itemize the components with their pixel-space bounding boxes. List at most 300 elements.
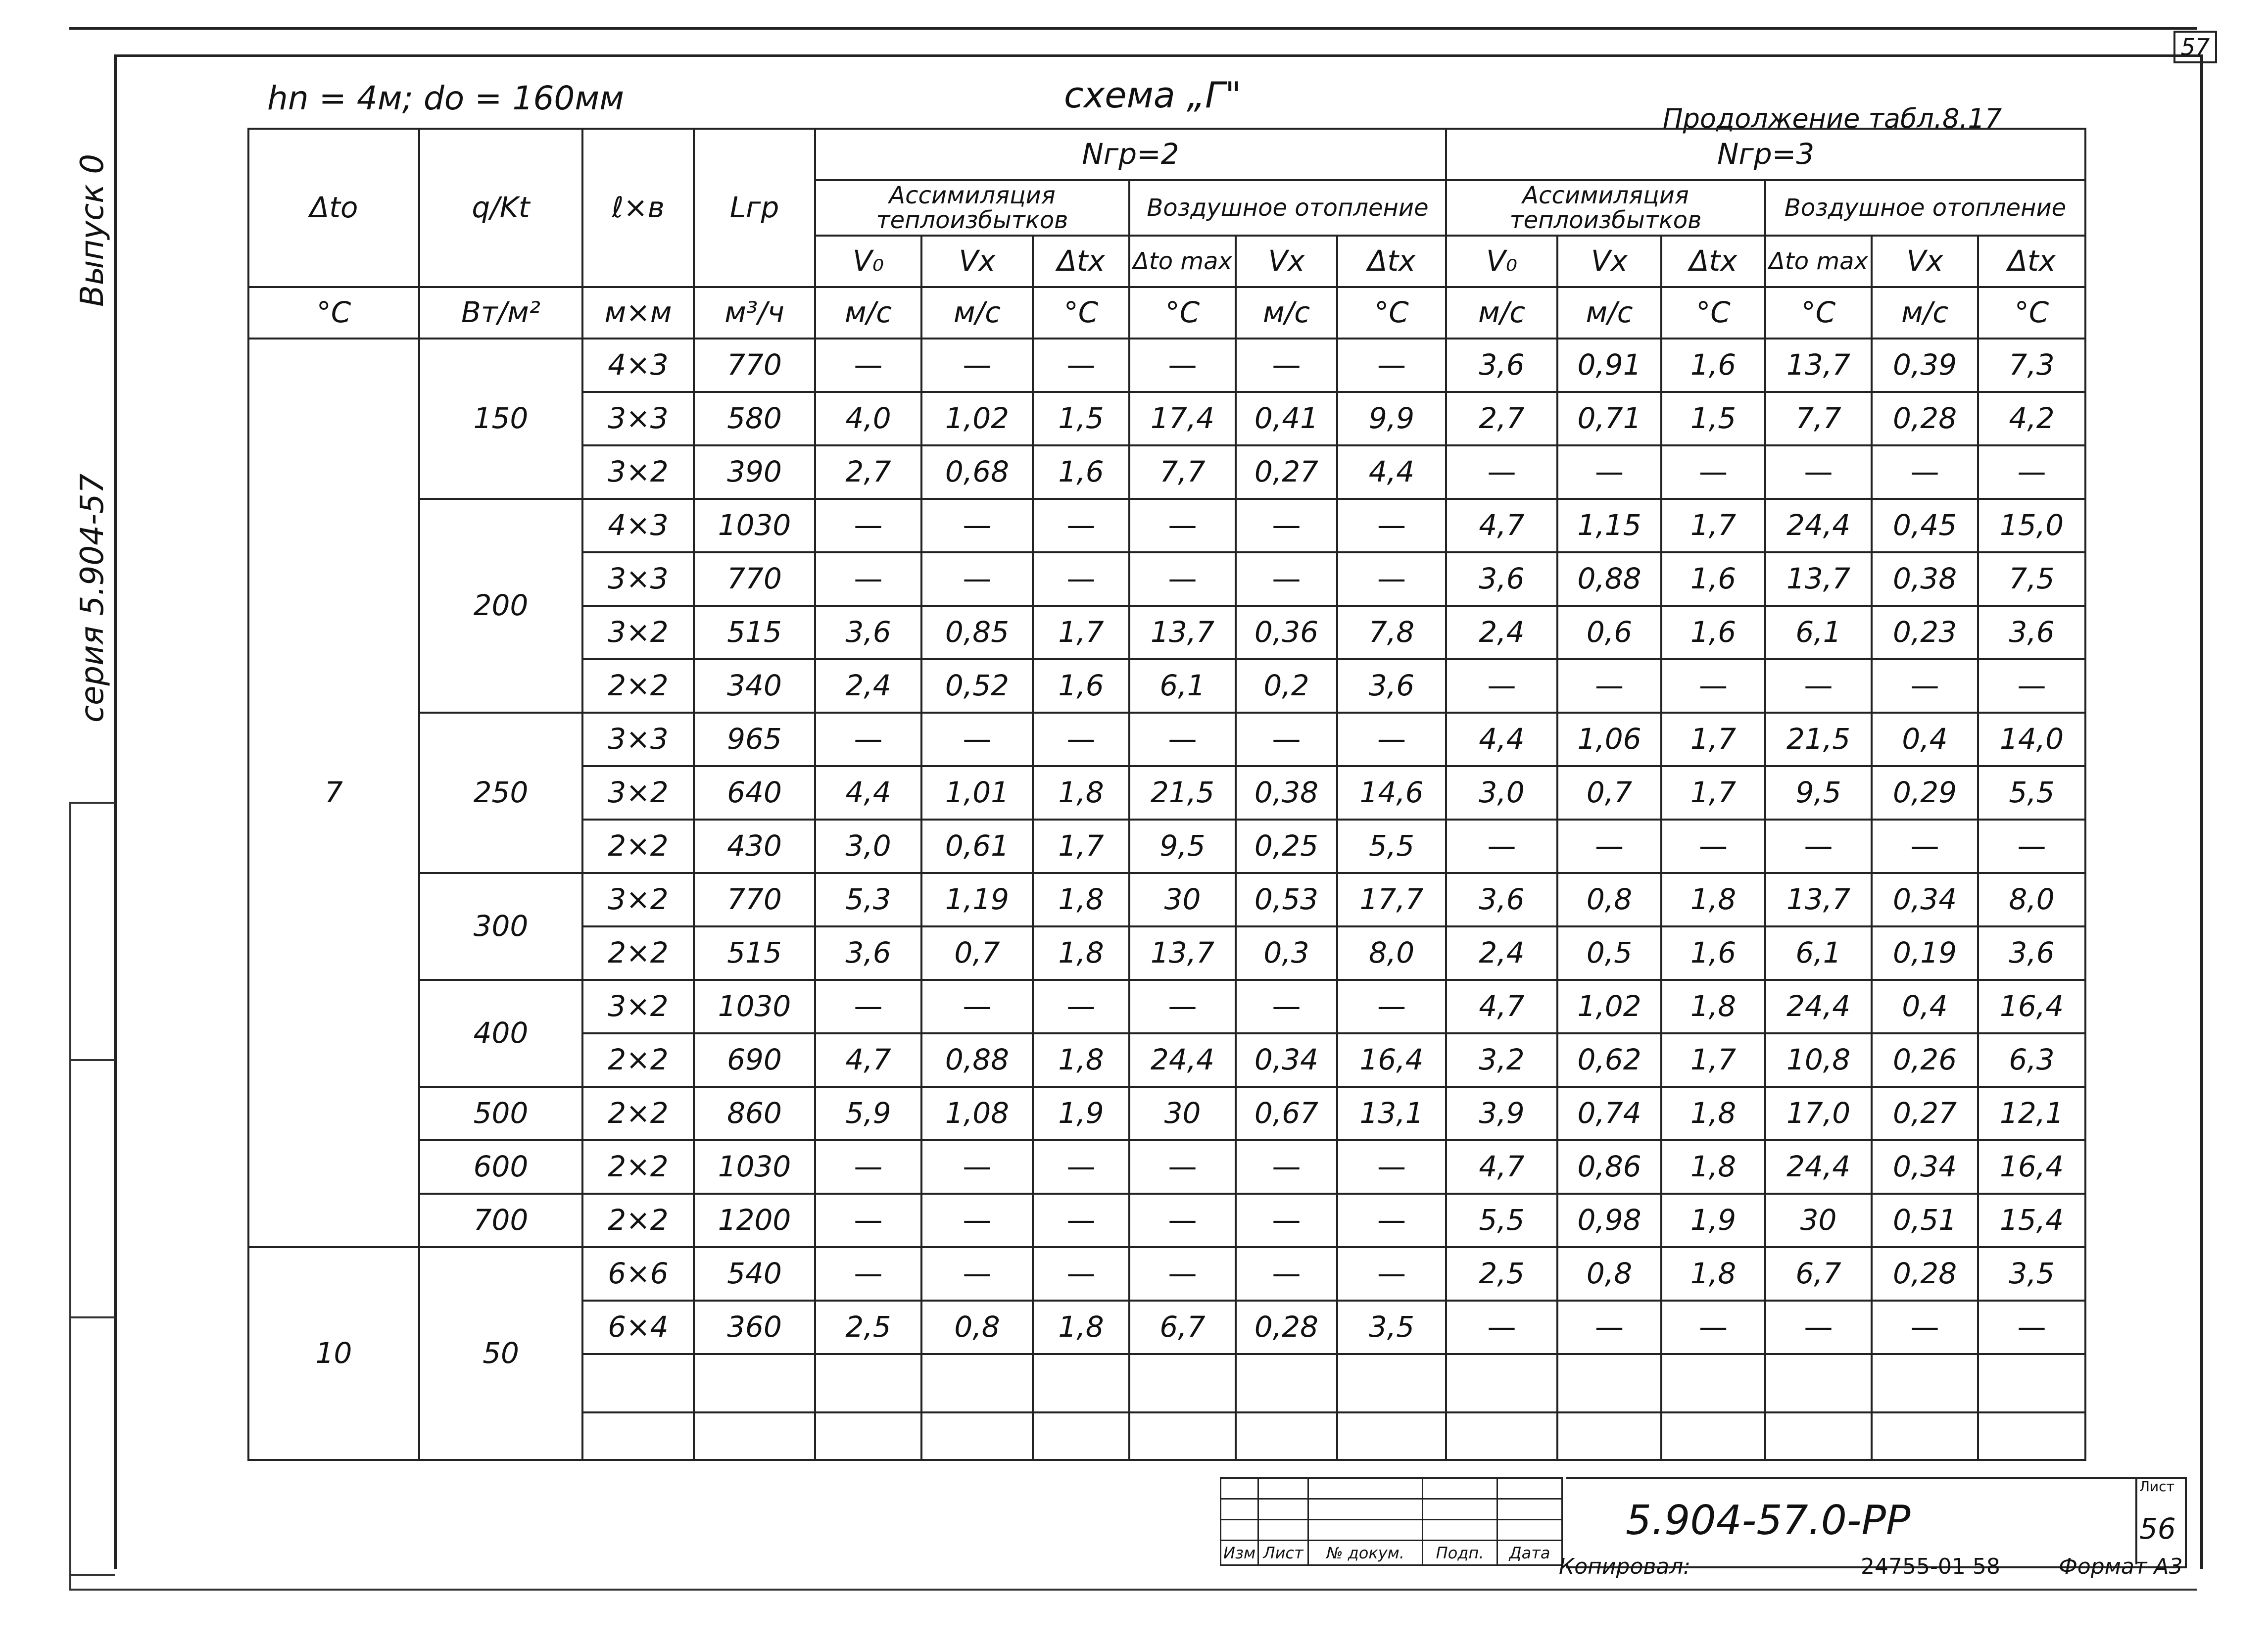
table-cell: 4,2 (1978, 392, 2085, 445)
unit-v: м/с (1872, 287, 1978, 339)
table-cell: — (1129, 713, 1236, 766)
empty-cell (1236, 1412, 1337, 1460)
col-q: q/Kt (419, 129, 582, 287)
table-cell: 0,19 (1872, 926, 1978, 980)
table-cell: 1,8 (1033, 1301, 1129, 1354)
unit-lgr: м³/ч (694, 287, 815, 339)
empty-cell (1978, 1412, 2085, 1460)
table-cell: — (1236, 499, 1337, 552)
table-cell: 0,8 (1557, 873, 1661, 926)
empty-cell (1872, 1412, 1978, 1460)
table-cell: 1,8 (1033, 1033, 1129, 1087)
table-cell: 3,5 (1337, 1301, 1446, 1354)
table-cell: — (1661, 659, 1765, 713)
table-cell: 3×2 (582, 606, 694, 659)
table-cell: — (1978, 1301, 2085, 1354)
table-cell: 0,88 (921, 1033, 1033, 1087)
table-cell: 0,4 (1872, 713, 1978, 766)
table-cell: 2,5 (815, 1301, 921, 1354)
col-ngr2: Nгр=2 (815, 129, 1446, 180)
table-cell: — (1557, 445, 1661, 499)
table-cell: — (1557, 820, 1661, 873)
table-cell: 3,0 (1446, 766, 1557, 820)
table-cell: 0,28 (1236, 1301, 1337, 1354)
table-cell: 24,4 (1765, 980, 1872, 1033)
table-cell: 1,6 (1661, 926, 1765, 980)
table-cell: 0,52 (921, 659, 1033, 713)
table-cell: — (921, 980, 1033, 1033)
table-cell: 24,4 (1129, 1033, 1236, 1087)
table-cell: 770 (694, 552, 815, 606)
table-cell: 4,4 (815, 766, 921, 820)
table-cell: — (1765, 820, 1872, 873)
table-cell: 2,7 (1446, 392, 1557, 445)
table-cell: — (1129, 1140, 1236, 1194)
table-cell: 1,6 (1033, 445, 1129, 499)
col-dtx: Δtх (1978, 236, 2085, 287)
table-cell: 13,7 (1765, 552, 1872, 606)
table-cell: 1,8 (1661, 1140, 1765, 1194)
table-cell: 7,8 (1337, 606, 1446, 659)
table-cell: 640 (694, 766, 815, 820)
table-row (248, 1247, 2085, 1301)
col-ngr2-heating: Воздушное отопление (1129, 180, 1446, 236)
table-cell: 1,7 (1033, 820, 1129, 873)
table-cell: — (1557, 659, 1661, 713)
table-cell: — (815, 499, 921, 552)
table-cell: — (921, 1247, 1033, 1301)
table-cell: 580 (694, 392, 815, 445)
table-cell: 0,68 (921, 445, 1033, 499)
table-cell: 2×2 (582, 1140, 694, 1194)
cell-q: 600 (419, 1140, 582, 1194)
table-cell: 0,38 (1236, 766, 1337, 820)
table-cell: 2,7 (815, 445, 921, 499)
cell-dt0: 10 (248, 1247, 419, 1460)
table-cell: 21,5 (1765, 713, 1872, 766)
table-cell: 1,06 (1557, 713, 1661, 766)
col-dtx: Δtх (1033, 236, 1129, 287)
table-cell: — (1765, 1301, 1872, 1354)
table-row (248, 1194, 2085, 1247)
table-cell: 3×3 (582, 713, 694, 766)
table-cell: — (1765, 659, 1872, 713)
stamp-label-sheet: Лист (1258, 1541, 1308, 1565)
unit-dt0: °C (248, 287, 419, 339)
col-vx: Vх (1236, 236, 1337, 287)
table-cell: 1030 (694, 1140, 815, 1194)
table-cell: 0,51 (1872, 1194, 1978, 1247)
table-cell: 4,0 (815, 392, 921, 445)
table-cell: 0,71 (1557, 392, 1661, 445)
table-cell: — (1978, 820, 2085, 873)
stamp-label-change: Изм (1221, 1541, 1258, 1565)
unit-t: °C (1661, 287, 1765, 339)
empty-cell (582, 1412, 694, 1460)
table-cell: — (1129, 1247, 1236, 1301)
table-cell: 0,3 (1236, 926, 1337, 980)
table-cell: — (1033, 1194, 1129, 1247)
unit-v: м/с (921, 287, 1033, 339)
sheet-label: Лист (2139, 1478, 2174, 1495)
empty-cell (921, 1354, 1033, 1412)
table-cell: 0,86 (1557, 1140, 1661, 1194)
table-cell: — (1129, 552, 1236, 606)
table-cell: 12,1 (1978, 1087, 2085, 1140)
table-cell: 3×3 (582, 552, 694, 606)
table-cell: 3,5 (1978, 1247, 2085, 1301)
table-cell: 390 (694, 445, 815, 499)
unit-t: °C (1033, 287, 1129, 339)
table-cell: 540 (694, 1247, 815, 1301)
table-cell: — (815, 1194, 921, 1247)
table-cell: 1,8 (1661, 980, 1765, 1033)
table-cell: 860 (694, 1087, 815, 1140)
table-cell: 1,7 (1661, 766, 1765, 820)
table-cell: 0,7 (1557, 766, 1661, 820)
table-cell: — (1236, 339, 1337, 392)
unit-t: °C (1765, 287, 1872, 339)
table-cell: 2,4 (1446, 926, 1557, 980)
table-cell: 2×2 (582, 820, 694, 873)
table-cell: — (1129, 1194, 1236, 1247)
table-cell: 1,7 (1033, 606, 1129, 659)
table-cell: 340 (694, 659, 815, 713)
table-cell: — (1033, 499, 1129, 552)
table-cell: 6×4 (582, 1301, 694, 1354)
table-cell: 3,6 (1446, 339, 1557, 392)
table-cell: 2,5 (1446, 1247, 1557, 1301)
table-cell: 4,7 (1446, 499, 1557, 552)
cell-q: 700 (419, 1194, 582, 1247)
table-cell: — (1765, 445, 1872, 499)
unit-v: м/с (815, 287, 921, 339)
table-cell: 0,34 (1872, 873, 1978, 926)
table-cell: — (1978, 445, 2085, 499)
sheet-number: 56 (2139, 1512, 2176, 1546)
header-params: hn = 4м; do = 160мм (267, 79, 625, 117)
table-cell: 5,5 (1337, 820, 1446, 873)
col-vx: Vх (921, 236, 1033, 287)
table-cell: — (1337, 1140, 1446, 1194)
empty-cell (1661, 1354, 1765, 1412)
side-label-series: серия 5.904-57 (74, 473, 111, 723)
table-cell: — (1661, 445, 1765, 499)
stamp-label-date: Дата (1497, 1541, 1562, 1565)
table-cell: 4,7 (1446, 1140, 1557, 1194)
table-cell: 0,45 (1872, 499, 1978, 552)
empty-cell (694, 1354, 815, 1412)
table-cell: — (1337, 552, 1446, 606)
stamp-label-doc: № докум. (1308, 1541, 1423, 1565)
table-cell: 0,8 (921, 1301, 1033, 1354)
page-number: 57 (2173, 31, 2217, 63)
cell-q: 500 (419, 1087, 582, 1140)
empty-cell (1033, 1412, 1129, 1460)
table-cell: 0,34 (1872, 1140, 1978, 1194)
table-cell: 0,4 (1872, 980, 1978, 1033)
data-table (247, 128, 2086, 1461)
table-cell: 0,62 (1557, 1033, 1661, 1087)
table-cell: 7,7 (1765, 392, 1872, 445)
table-row (248, 339, 2085, 392)
table-cell: 0,27 (1236, 445, 1337, 499)
bottom-rule (69, 1589, 2197, 1591)
table-cell: 1,15 (1557, 499, 1661, 552)
table-cell: 2×2 (582, 1087, 694, 1140)
table-cell: 0,28 (1872, 1247, 1978, 1301)
table-cell: — (1337, 1247, 1446, 1301)
table-cell: 13,7 (1129, 606, 1236, 659)
table-cell: 5,5 (1446, 1194, 1557, 1247)
table-cell: 6,1 (1129, 659, 1236, 713)
table-cell: 1,8 (1661, 1247, 1765, 1301)
table-cell: — (921, 1194, 1033, 1247)
table-cell: 0,41 (1236, 392, 1337, 445)
table-cell: — (1872, 659, 1978, 713)
table-body (248, 339, 2085, 1460)
col-dt0max: Δto max (1129, 236, 1236, 287)
table-cell: 0,25 (1236, 820, 1337, 873)
table-cell: 13,1 (1337, 1087, 1446, 1140)
table-cell: 5,3 (815, 873, 921, 926)
table-cell: 2×2 (582, 1194, 694, 1247)
table-cell: 0,6 (1557, 606, 1661, 659)
empty-cell (1557, 1354, 1661, 1412)
table-cell: 3,0 (815, 820, 921, 873)
table-cell: — (1661, 820, 1765, 873)
table-cell: — (1337, 713, 1446, 766)
top-rule (69, 27, 2197, 30)
empty-cell (815, 1412, 921, 1460)
table-cell: 9,5 (1129, 820, 1236, 873)
table-cell: 3×2 (582, 873, 694, 926)
left-binding-strip (69, 802, 115, 1591)
cell-q: 150 (419, 339, 582, 499)
table-cell: 965 (694, 713, 815, 766)
col-ngr3: Nгр=3 (1446, 129, 2085, 180)
inventory-number: 24755-01 58 (1861, 1554, 2000, 1579)
table-cell: 0,39 (1872, 339, 1978, 392)
table-cell: 8,0 (1337, 926, 1446, 980)
table-cell: 30 (1129, 1087, 1236, 1140)
table-cell: — (1337, 339, 1446, 392)
table-cell: 6,7 (1129, 1301, 1236, 1354)
unit-v: м/с (1236, 287, 1337, 339)
table-cell: 4,4 (1446, 713, 1557, 766)
table-cell: 9,9 (1337, 392, 1446, 445)
table-cell: 1,08 (921, 1087, 1033, 1140)
table-cell: 0,26 (1872, 1033, 1978, 1087)
cell-dt0: 7 (248, 339, 419, 1247)
table-cell: 1,9 (1661, 1194, 1765, 1247)
table-cell: 1,8 (1033, 873, 1129, 926)
scheme-title: схема „Г" (1064, 74, 1242, 116)
table-cell: 360 (694, 1301, 815, 1354)
table-cell: — (1446, 445, 1557, 499)
table-cell: — (1337, 980, 1446, 1033)
table-cell: 1,7 (1661, 499, 1765, 552)
table-cell: 0,38 (1872, 552, 1978, 606)
table-cell: 2×2 (582, 1033, 694, 1087)
col-lxb: ℓ×в (582, 129, 694, 287)
cell-q: 200 (419, 499, 582, 713)
col-ngr2-assimilation: Ассимиляция теплоизбытков (815, 180, 1129, 236)
table-cell: — (1236, 980, 1337, 1033)
table-cell: 0,85 (921, 606, 1033, 659)
paper-format: Формат А3 (2059, 1554, 2183, 1579)
table-cell: 5,5 (1978, 766, 2085, 820)
col-lgr: Lгр (694, 129, 815, 287)
table-cell: — (1978, 659, 2085, 713)
cell-q: 400 (419, 980, 582, 1087)
table-cell: 0,28 (1872, 392, 1978, 445)
table-cell: 515 (694, 606, 815, 659)
table-cell: 3,6 (1446, 873, 1557, 926)
table-cell: 6×6 (582, 1247, 694, 1301)
side-label-issue: Выпуск 0 (74, 153, 111, 307)
unit-v: м/с (1557, 287, 1661, 339)
table-cell: 4,4 (1337, 445, 1446, 499)
empty-cell (1978, 1354, 2085, 1412)
table-cell: — (1872, 445, 1978, 499)
table-cell: 15,4 (1978, 1194, 2085, 1247)
table-cell: 0,98 (1557, 1194, 1661, 1247)
table-cell: 0,7 (921, 926, 1033, 980)
empty-cell (921, 1412, 1033, 1460)
unit-v: м/с (1446, 287, 1557, 339)
table-cell: 0,88 (1557, 552, 1661, 606)
unit-t: °C (1978, 287, 2085, 339)
empty-cell (1446, 1354, 1557, 1412)
table-cell: 4,7 (815, 1033, 921, 1087)
table-row (248, 1087, 2085, 1140)
table-cell: — (1033, 1140, 1129, 1194)
table-cell: 770 (694, 873, 815, 926)
table-cell: — (1236, 1140, 1337, 1194)
empty-cell (582, 1354, 694, 1412)
table-cell: — (1236, 1247, 1337, 1301)
col-v0: V₀ (1446, 236, 1557, 287)
table-cell: 7,7 (1129, 445, 1236, 499)
empty-cell (1129, 1354, 1236, 1412)
unit-t: °C (1129, 287, 1236, 339)
table-cell: — (1033, 552, 1129, 606)
table-cell: 6,3 (1978, 1033, 2085, 1087)
table-cell: — (815, 339, 921, 392)
empty-cell (694, 1412, 815, 1460)
table-cell: 1,5 (1661, 392, 1765, 445)
table-cell: 1,8 (1661, 1087, 1765, 1140)
table-cell: 0,91 (1557, 339, 1661, 392)
table-cell: — (815, 552, 921, 606)
table-cell: 2×2 (582, 926, 694, 980)
table-row (248, 980, 2085, 1033)
stamp-label-sign: Подп. (1423, 1541, 1497, 1565)
empty-cell (1337, 1412, 1446, 1460)
table-cell: 1,9 (1033, 1087, 1129, 1140)
table-cell: — (921, 499, 1033, 552)
table-cell: — (1129, 339, 1236, 392)
empty-cell (1033, 1354, 1129, 1412)
table-cell: — (921, 552, 1033, 606)
table-cell: — (1337, 1194, 1446, 1247)
table-cell: 2×2 (582, 659, 694, 713)
table-cell: 9,5 (1765, 766, 1872, 820)
table-cell: 2,4 (1446, 606, 1557, 659)
table-cell: — (1033, 713, 1129, 766)
table-cell: — (1033, 1247, 1129, 1301)
table-cell: — (1446, 820, 1557, 873)
table-cell: 3,6 (815, 926, 921, 980)
table-cell: — (815, 1247, 921, 1301)
table-cell: 14,6 (1337, 766, 1446, 820)
col-dtx: Δtх (1661, 236, 1765, 287)
table-cell: 430 (694, 820, 815, 873)
table-cell: 1,8 (1033, 926, 1129, 980)
col-ngr3-assimilation: Ассимиляция теплоизбытков (1446, 180, 1765, 236)
table-cell: 0,67 (1236, 1087, 1337, 1140)
table-cell: 3×2 (582, 766, 694, 820)
empty-cell (1661, 1412, 1765, 1460)
col-dt0: Δto (248, 129, 419, 287)
table-cell: 0,27 (1872, 1087, 1978, 1140)
cell-q: 50 (419, 1247, 582, 1460)
table-row (248, 713, 2085, 766)
table-cell: 6,7 (1765, 1247, 1872, 1301)
table-cell: — (1446, 659, 1557, 713)
table-cell: — (1446, 1301, 1557, 1354)
table-cell: 3×2 (582, 445, 694, 499)
unit-q: Вт/м² (419, 287, 582, 339)
table-cell: 1,6 (1661, 339, 1765, 392)
table-cell: 8,0 (1978, 873, 2085, 926)
table-cell: 3,2 (1446, 1033, 1557, 1087)
table-cell: — (1033, 980, 1129, 1033)
table-cell: 4×3 (582, 499, 694, 552)
table-cell: — (1337, 499, 1446, 552)
table-cell: — (1236, 1194, 1337, 1247)
table-cell: 0,34 (1236, 1033, 1337, 1087)
table-cell: 3,6 (1978, 606, 2085, 659)
table-cell: 1,8 (1033, 766, 1129, 820)
table-cell: 0,8 (1557, 1247, 1661, 1301)
table-cell: 10,8 (1765, 1033, 1872, 1087)
table-cell: 0,23 (1872, 606, 1978, 659)
empty-cell (1765, 1354, 1872, 1412)
table-cell: 1,5 (1033, 392, 1129, 445)
table-cell: 1,6 (1033, 659, 1129, 713)
table-cell: 3,6 (1337, 659, 1446, 713)
table-cell: 16,4 (1978, 1140, 2085, 1194)
table-cell: — (921, 1140, 1033, 1194)
table-row (248, 499, 2085, 552)
table-cell: 15,0 (1978, 499, 2085, 552)
table-cell: 7,3 (1978, 339, 2085, 392)
table-cell: — (1236, 713, 1337, 766)
table-cell: 3×2 (582, 980, 694, 1033)
empty-cell (1872, 1354, 1978, 1412)
copied-by: Копировал: (1559, 1554, 1691, 1579)
table-cell: — (1129, 980, 1236, 1033)
col-dtx: Δtх (1337, 236, 1446, 287)
title-block (1220, 1477, 2197, 1564)
table-cell: 1,02 (921, 392, 1033, 445)
col-ngr3-heating: Воздушное отопление (1765, 180, 2085, 236)
table-cell: 14,0 (1978, 713, 2085, 766)
table-cell: 21,5 (1129, 766, 1236, 820)
table-cell: 770 (694, 339, 815, 392)
